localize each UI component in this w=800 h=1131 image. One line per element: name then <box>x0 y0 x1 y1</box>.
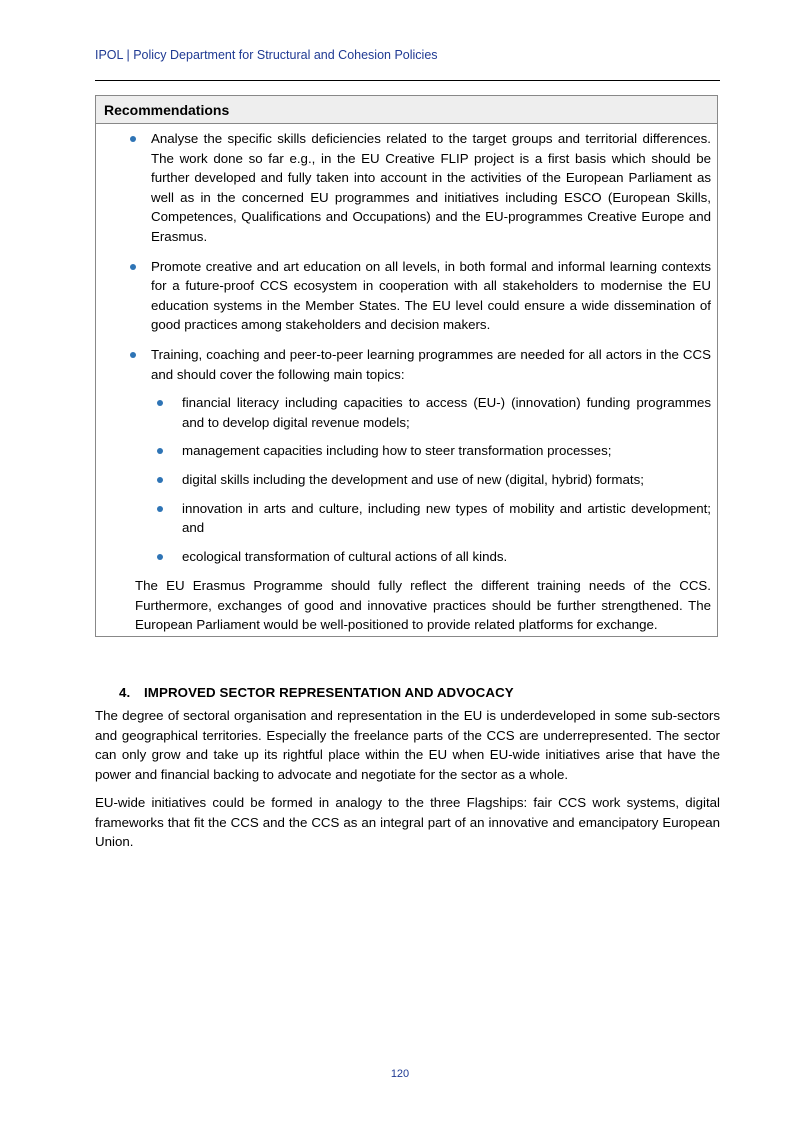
recommendations-heading: Recommendations <box>96 96 717 124</box>
sub-list-item-text: digital skills including the development and use of new (digital, hybrid) formats; <box>182 471 644 487</box>
bullet-icon <box>157 554 163 560</box>
sub-list-item-text: financial literacy including capacities to access (EU-) (innovation) funding programmes and to develop digital revenue models; <box>182 395 711 430</box>
sub-list-item-text: management capacities including how to steer transformation processes; <box>182 443 612 459</box>
bullet-icon <box>157 400 163 406</box>
section-number: 4. <box>119 685 131 700</box>
recommendations-body <box>96 124 717 635</box>
list-item <box>124 257 711 335</box>
header-divider <box>95 80 720 81</box>
body-paragraph: The degree of sectoral organisation and representation in the EU is underdeveloped in some sub-sectors and geographical territories. Especially the freelance parts of the CCS are underrepresented. The sector can only grow and take up its rightful place within the EU when EU-wide initiatives arise that have the power and financial backing to advocate and negotiate for the sector as a whole. <box>95 708 720 782</box>
recommendations-closing: The EU Erasmus Programme should fully reflect the different training needs of the CCS. Furthermore, exchanges of good and innovative practices should be further strengthened. The European Parliament would be well-positioned to provide related platforms for exchange. <box>135 578 711 633</box>
bullet-icon <box>130 136 136 142</box>
section-heading <box>119 685 514 700</box>
sub-list-item <box>151 393 711 432</box>
sub-list-item <box>151 470 711 490</box>
list-item <box>124 129 711 247</box>
bullet-icon <box>157 448 163 454</box>
list-item-text: Analyse the specific skills deficiencies related to the target groups and territorial differences. The work done so far e.g., in the EU Creative FLIP project is a first basis which should be further developed and fully taken into account in the activities of the European Parliament as well as in the concerned EU programmes and initiatives including ESCO (European Skills, Competences, Qualifications and Occupations) and the EU-programmes Creative Europe and Erasmus. <box>151 131 711 244</box>
list-item <box>124 345 711 566</box>
body-paragraph: EU-wide initiatives could be formed in analogy to the three Flagships: fair CCS work systems, digital frameworks that fit the CCS and the CCS as an integral part of an innovative and emancipatory European Union. <box>95 795 720 850</box>
running-header: IPOL | Policy Department for Structural and Cohesion Policies <box>95 48 438 62</box>
page-number: 120 <box>390 1068 410 1080</box>
list-item-text: Training, coaching and peer-to-peer learning programmes are needed for all actors in the CCS and should cover the following main topics: <box>151 346 711 382</box>
recommendations-box <box>95 95 718 637</box>
sub-list-item-text: ecological transformation of cultural actions of all kinds. <box>182 548 508 564</box>
bullet-icon <box>130 352 136 358</box>
sub-list-item <box>151 499 711 538</box>
sub-list-item-text: innovation in arts and culture, including new types of mobility and artistic development; and <box>182 500 711 536</box>
bullet-icon <box>157 477 163 483</box>
list-item-text: Promote creative and art education on all levels, in both formal and informal learning contexts for a future-proof CCS ecosystem in cooperation with all stakeholders to modernise the EU education systems in the Member States. The EU level could ensure a wide dissemination of good practices among stakeholders and decision makers. <box>151 258 711 333</box>
sub-list-item <box>151 547 711 567</box>
bullet-icon <box>130 264 136 270</box>
section-title-text: IMPROVED SECTOR REPRESENTATION AND ADVOCACY <box>144 685 514 700</box>
recommendations-list <box>124 129 711 566</box>
sub-list-item <box>151 441 711 461</box>
bullet-icon <box>157 506 163 512</box>
training-topics-list <box>151 393 711 566</box>
